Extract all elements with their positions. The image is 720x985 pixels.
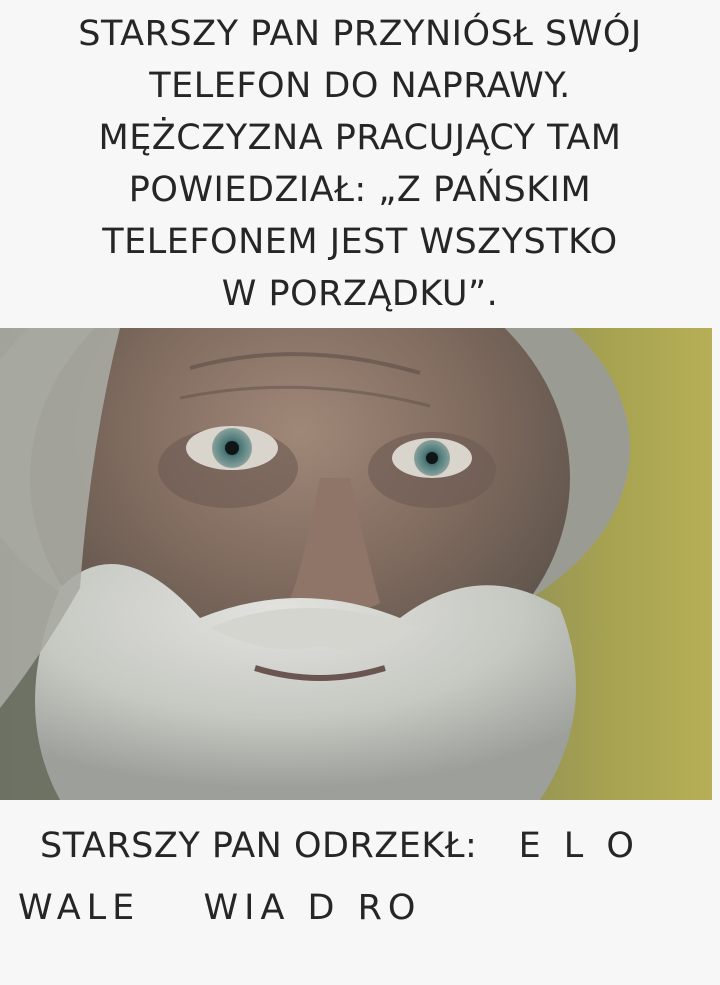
reply-line-1 xyxy=(40,820,640,872)
old-man-photo xyxy=(0,328,712,800)
reply-line-2 xyxy=(18,882,421,934)
reply-elo: E L O xyxy=(518,826,640,866)
reply-wiadro: WIA D RO xyxy=(203,888,422,928)
caption-line-5: TELEFONEM JEST WSZYSTKO xyxy=(102,222,618,262)
old-man-portrait xyxy=(0,328,712,800)
caption-line-3: MĘŻCZYZNA PRACUJĄCY TAM xyxy=(98,118,622,158)
reply-prefix: STARSZY PAN ODRZEKŁ: xyxy=(40,826,478,866)
top-caption xyxy=(0,8,720,320)
caption-line-4: POWIEDZIAŁ: „Z PAŃSKIM xyxy=(128,170,592,210)
caption-line-2: TELEFON DO NAPRAWY. xyxy=(149,66,571,106)
caption-line-1: STARSZY PAN PRZYNIÓSŁ SWÓJ xyxy=(78,14,642,54)
reply-wale: WALE xyxy=(18,888,141,928)
caption-line-6: W PORZĄDKU”. xyxy=(221,274,499,314)
